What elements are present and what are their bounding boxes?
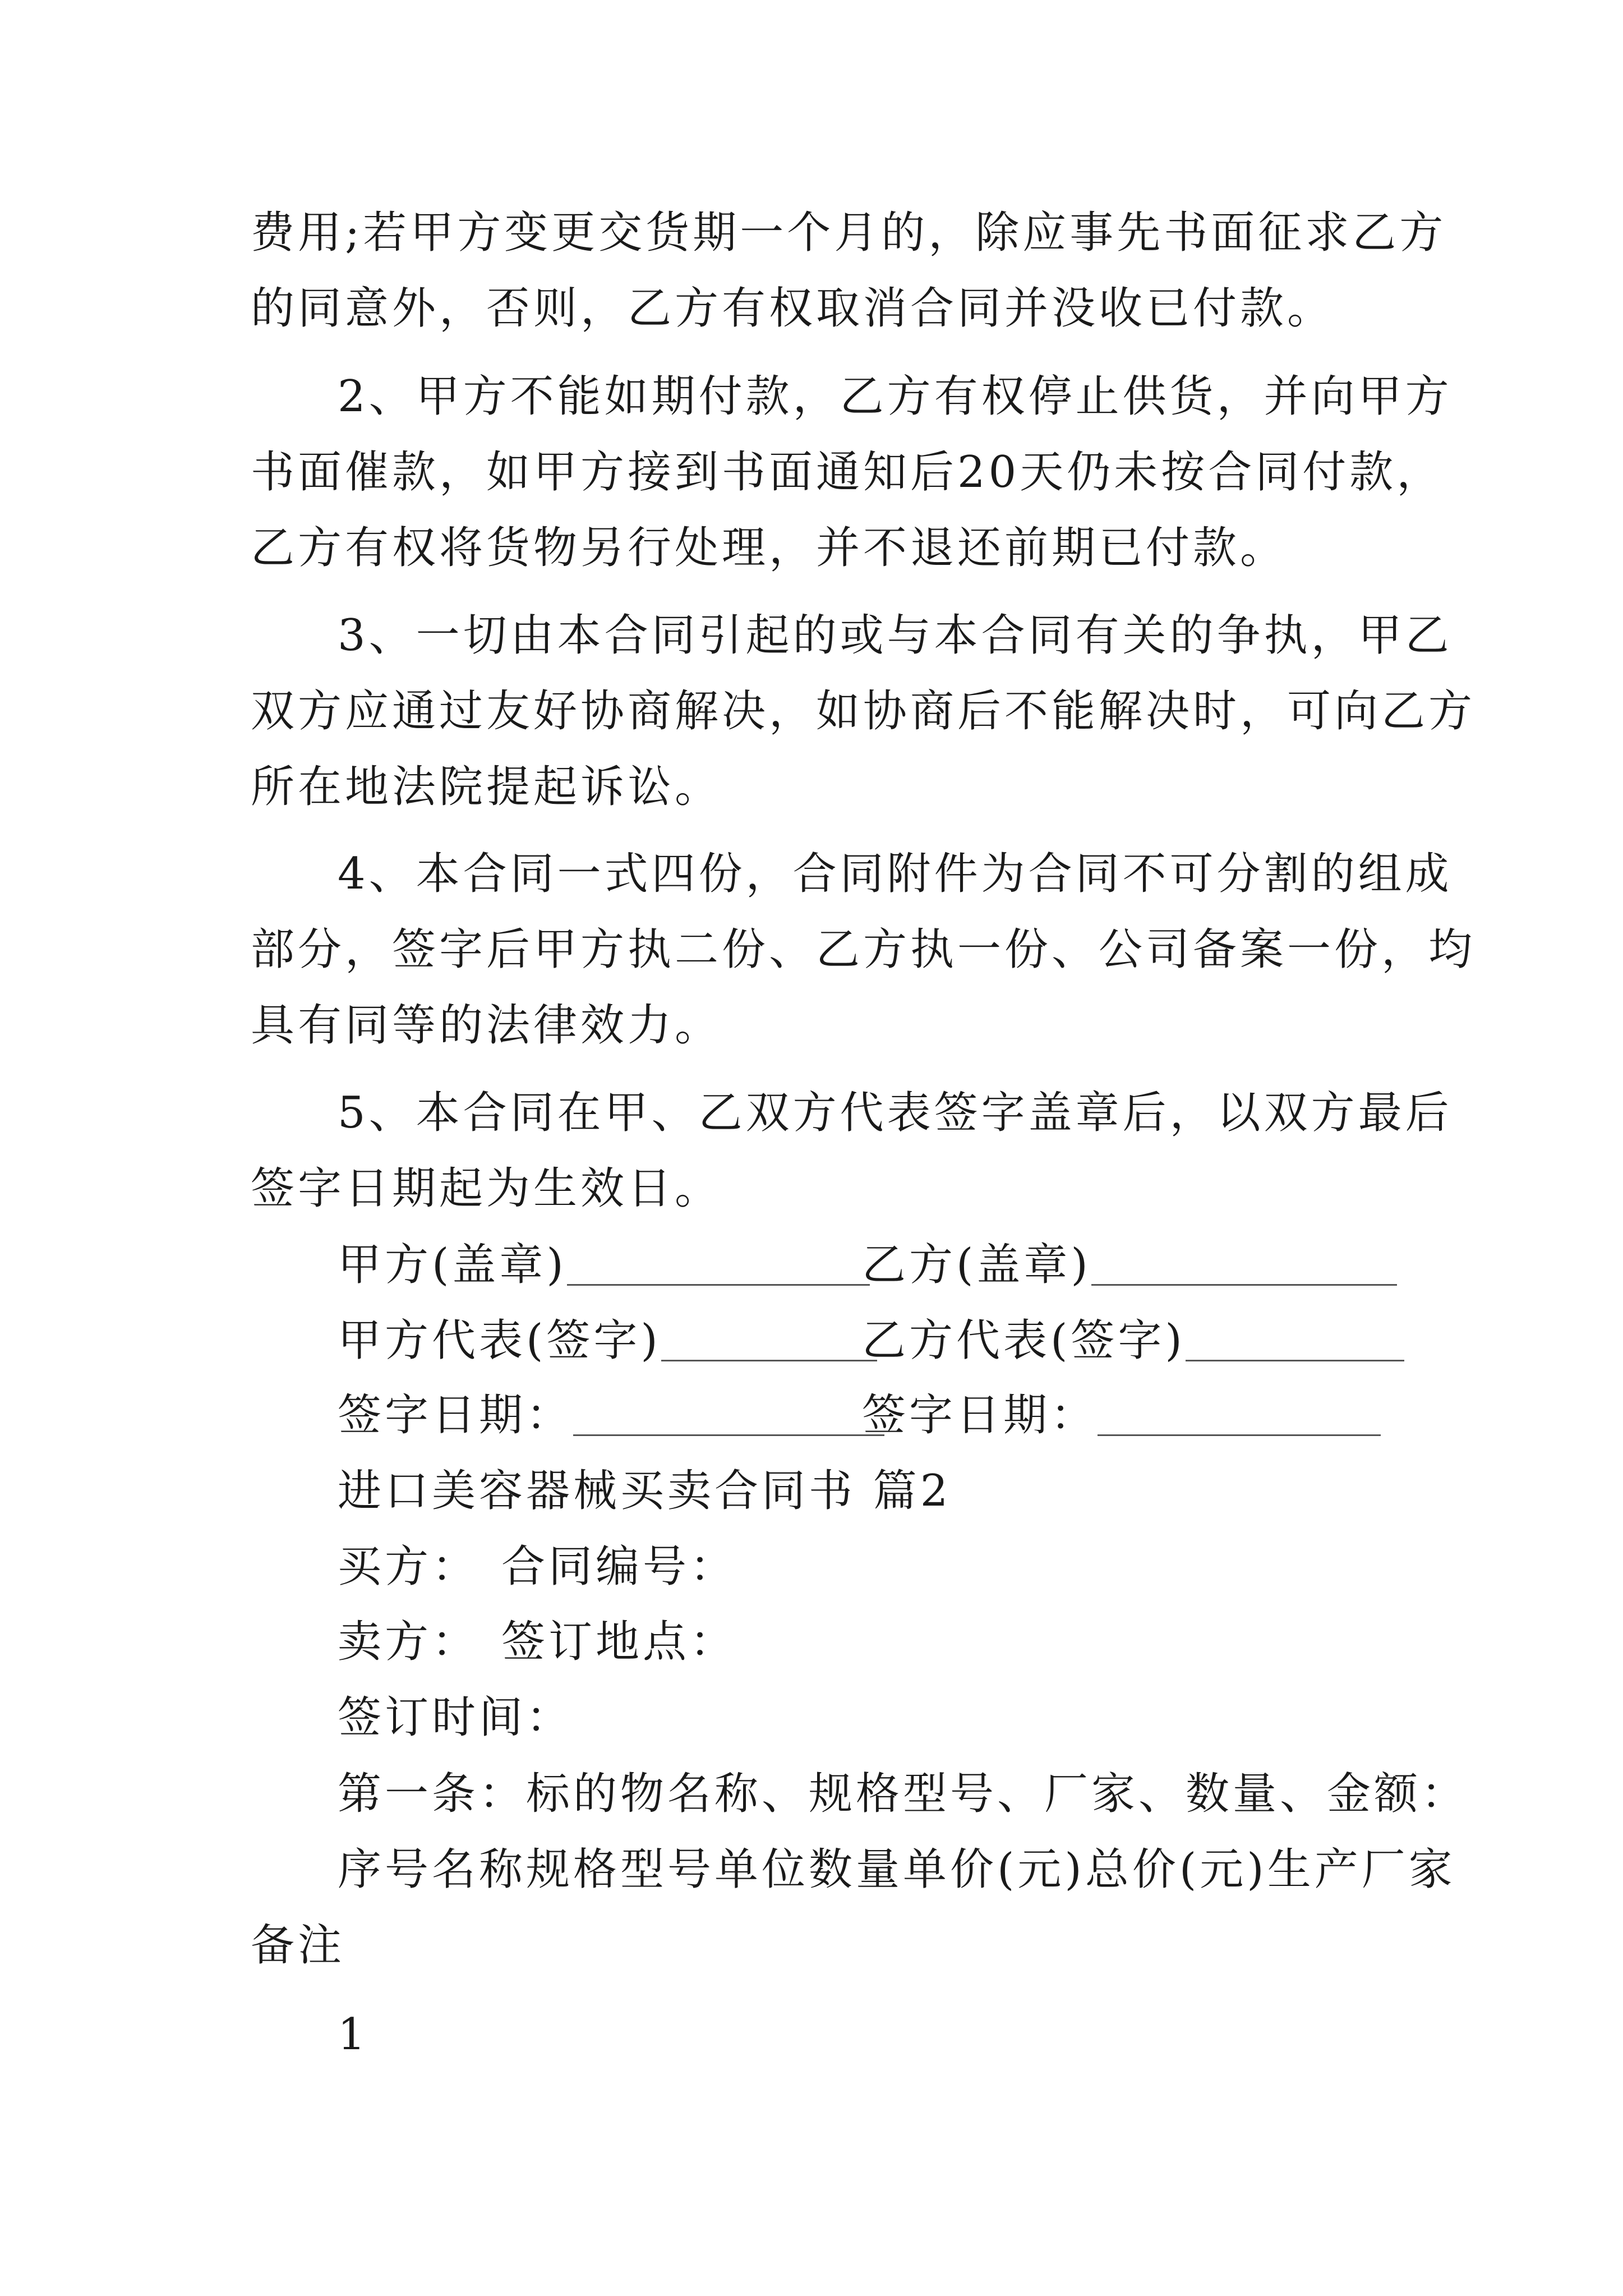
party-b-rep-blank	[1186, 1315, 1404, 1361]
clause-3-line: 双方应通过友好协商解决，如协商后不能解决时，可向乙方	[251, 686, 1476, 737]
contract-no-label: 合同编号：	[501, 1542, 737, 1592]
buyer-label: 买方：	[338, 1542, 479, 1592]
party-a-rep-blank	[661, 1315, 877, 1361]
section-2-title: 进口美容器械买卖合同书 篇2	[338, 1466, 952, 1516]
party-a-seal-blank	[567, 1239, 870, 1286]
clause-2-line: 2、甲方不能如期付款，乙方有权停止供货，并向甲方	[338, 371, 1453, 422]
clause-5-line: 5、本合同在甲、乙双方代表签字盖章后，以双方最后	[338, 1088, 1453, 1138]
buyer-row	[338, 1536, 737, 1598]
party-a-seal-label: 甲方(盖章)	[338, 1240, 567, 1290]
table-header-line: 备注	[251, 1920, 345, 1971]
party-b-seal-label: 乙方(盖章)	[862, 1240, 1091, 1290]
signature-row-seal	[338, 1234, 1392, 1296]
signature-row-rep	[338, 1310, 1392, 1372]
seller-row	[338, 1611, 737, 1673]
clause-4-line: 部分，签字后甲方执二份、乙方执一份、公司备案一份，均	[251, 924, 1476, 975]
clause-2-line: 书面催款，如甲方接到书面通知后20天仍未按合同付款，	[251, 447, 1444, 498]
paragraph-line: 的同意外，否则，乙方有权取消合同并没收已付款。	[251, 283, 1335, 334]
paragraph-line: 费用;若甲方变更交货期一个月的，除应事先书面征求乙方	[251, 208, 1447, 258]
signature-row-date	[338, 1384, 1392, 1446]
clause-4-line: 4、本合同一式四份，合同附件为合同不可分割的组成	[338, 849, 1453, 899]
table-header-line: 序号名称规格型号单位数量单价(元)总价(元)生产厂家	[338, 1844, 1456, 1895]
clause-5-line: 签字日期起为生效日。	[251, 1163, 722, 1214]
sign-time-label: 签订时间：	[338, 1692, 574, 1743]
sign-date-a-blank	[573, 1389, 884, 1436]
clause-3-line: 所在地法院提起诉讼。	[251, 762, 722, 812]
sign-date-b-label: 签字日期：	[862, 1390, 1098, 1441]
article-1-heading: 第一条：标的物名称、规格型号、厂家、数量、金额：	[338, 1769, 1469, 1819]
sign-place-label: 签订地点：	[501, 1617, 737, 1667]
sign-date-b-blank	[1098, 1389, 1381, 1436]
sign-date-a-label: 签字日期：	[338, 1390, 574, 1441]
party-b-seal-blank	[1091, 1239, 1397, 1286]
party-b-rep-label: 乙方代表(签字)	[862, 1315, 1186, 1366]
seller-label: 卖方：	[338, 1617, 479, 1667]
clause-2-line: 乙方有权将货物另行处理，并不退还前期已付款。	[251, 523, 1288, 573]
party-a-rep-label: 甲方代表(签字)	[338, 1315, 661, 1366]
clause-3-line: 3、一切由本合同引起的或与本合同有关的争执，甲乙	[338, 610, 1453, 661]
clause-4-line: 具有同等的法律效力。	[251, 1000, 722, 1051]
table-row-number: 1	[338, 2009, 369, 2060]
